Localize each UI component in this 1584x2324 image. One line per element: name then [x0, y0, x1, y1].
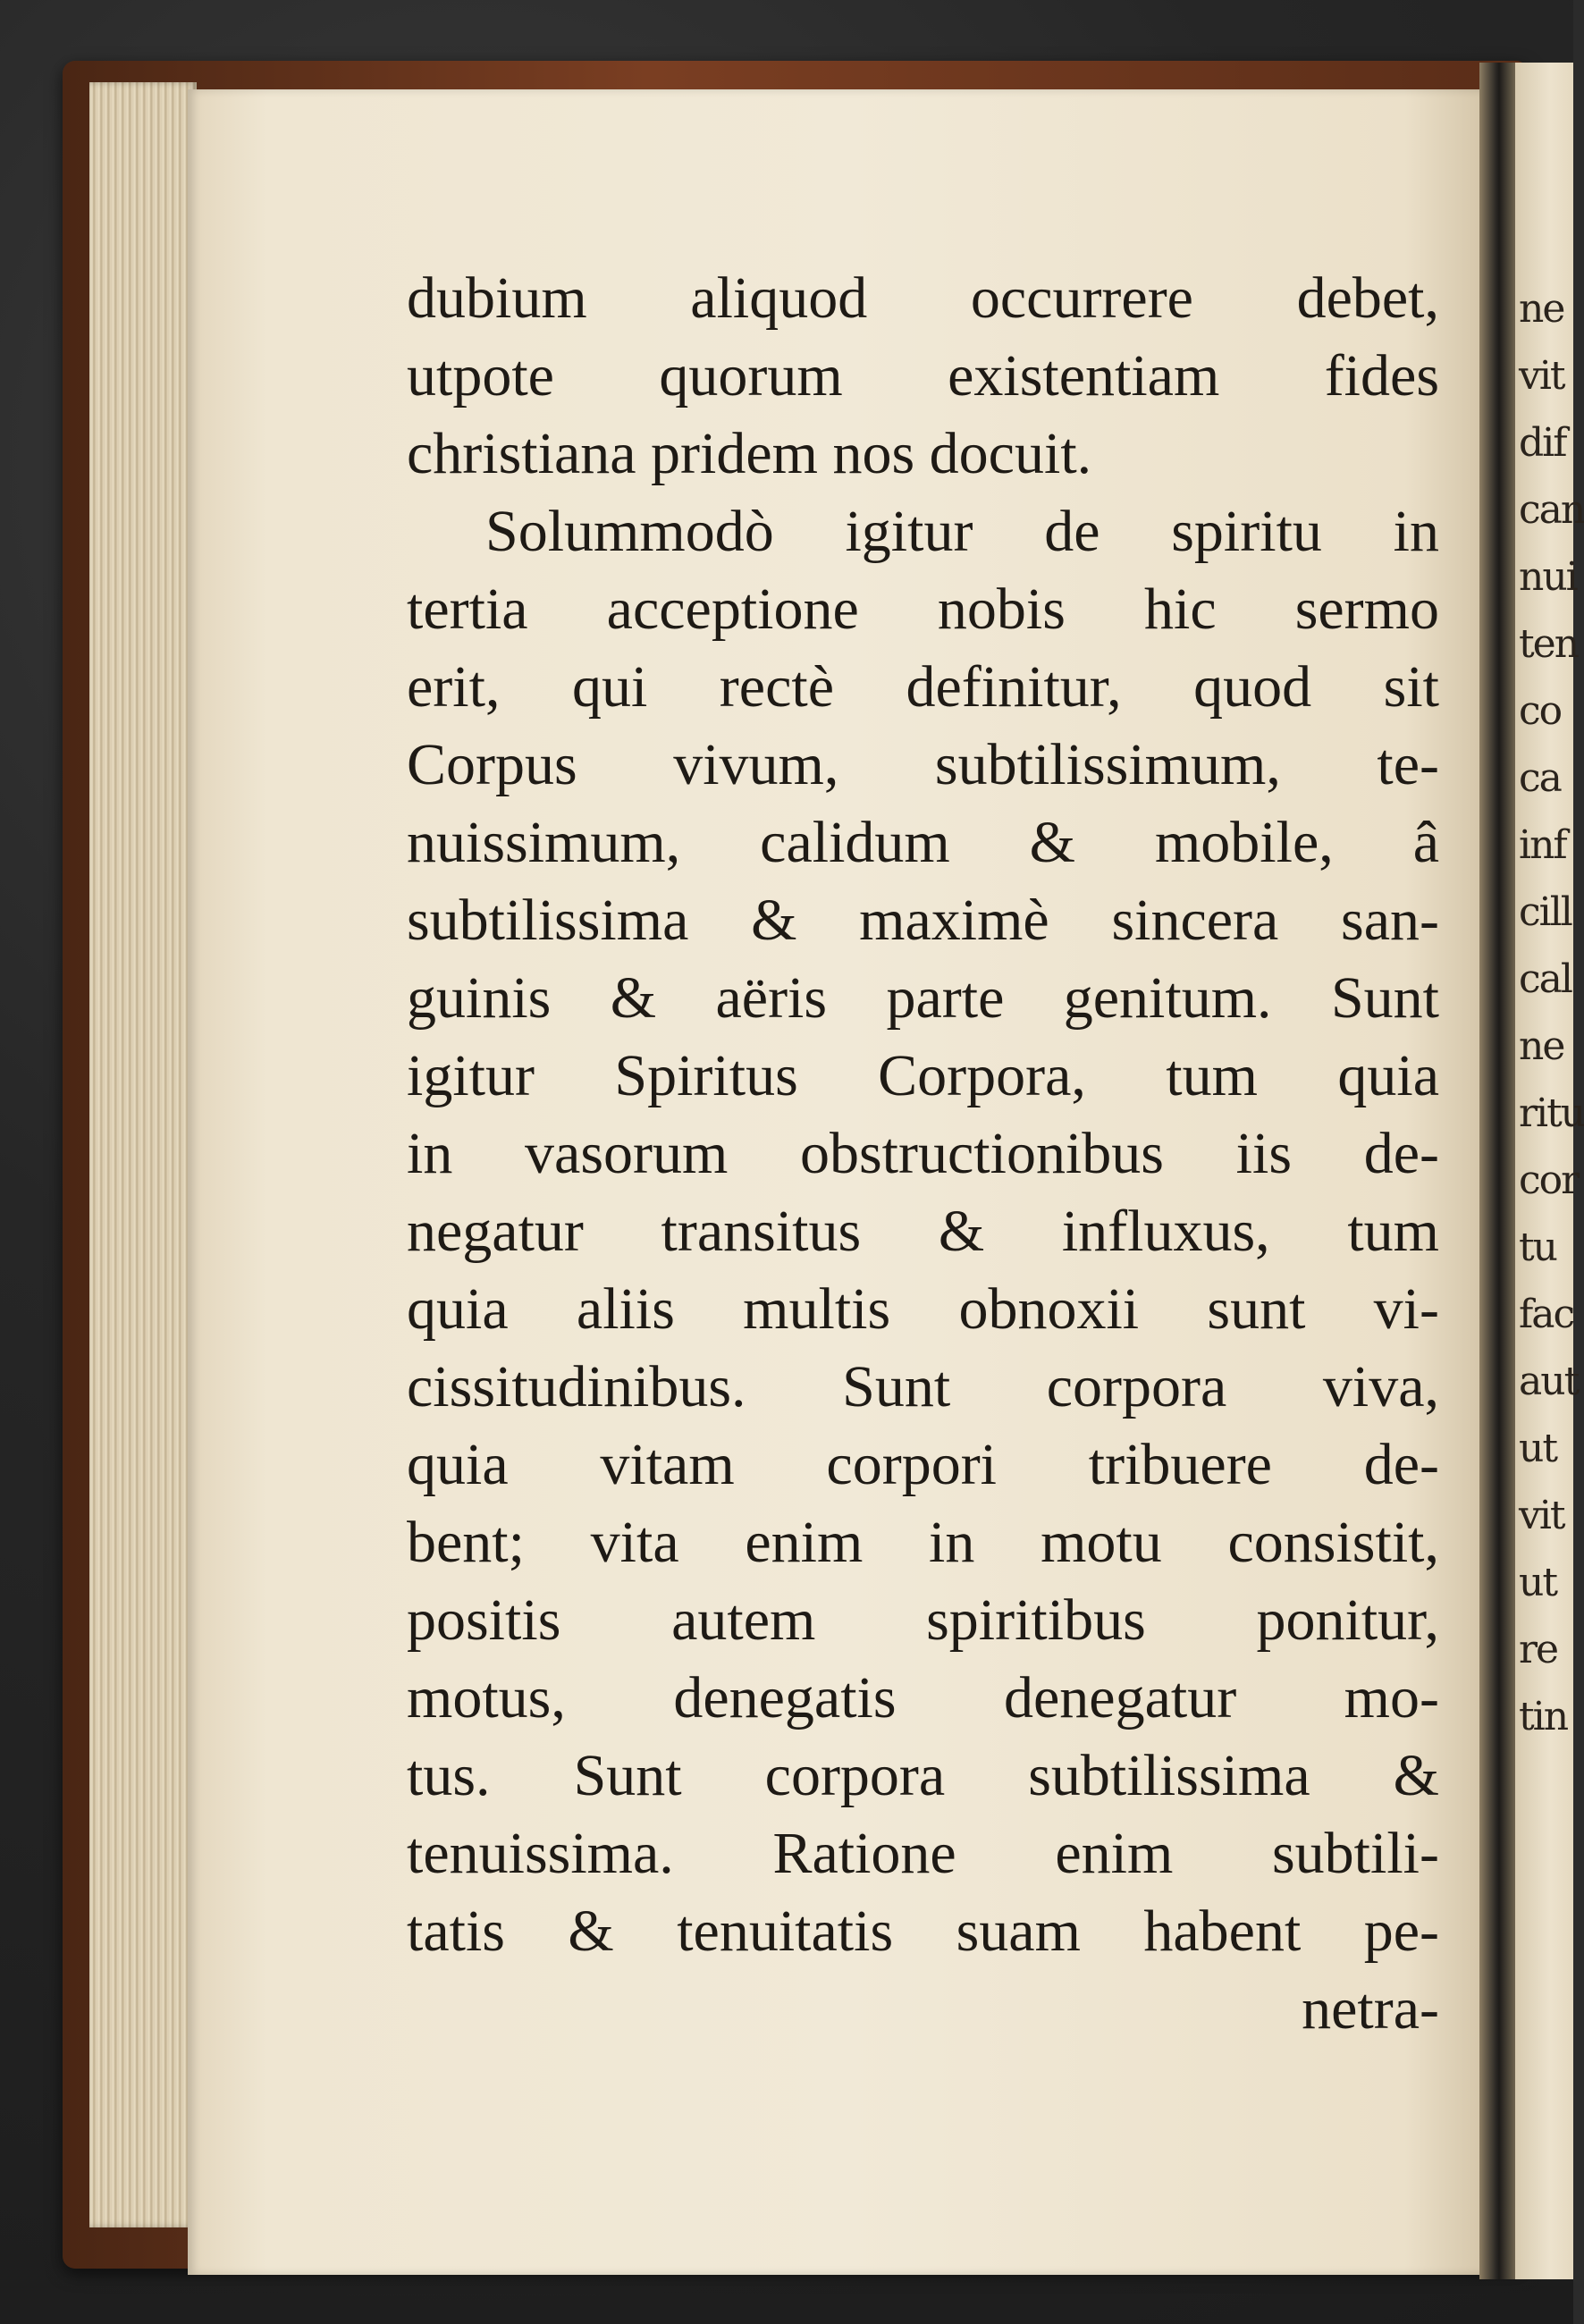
right-page-line: inf	[1519, 822, 1566, 868]
right-page-line: ne	[1519, 1023, 1564, 1069]
text-line: bent; vita enim in motu consistit,	[407, 1510, 1439, 1575]
right-page-line: ut	[1519, 1426, 1557, 1471]
text-line: netra-	[1302, 1976, 1439, 2042]
text-line: cissitudinibus. Sunt corpora viva,	[407, 1354, 1439, 1419]
text-line: Solummodò igitur de spiritu in	[485, 499, 1439, 564]
text-line: guinis & aëris parte genitum. Sunt	[407, 965, 1439, 1031]
text-line: tatis & tenuitatis suam habent pe-	[407, 1899, 1439, 1964]
right-page-line: ut	[1519, 1560, 1557, 1605]
text-line: nuissimum, calidum & mobile, â	[407, 810, 1439, 875]
right-page-line: can	[1519, 487, 1584, 533]
page-text	[407, 259, 1439, 2048]
book-gutter	[1479, 63, 1515, 2279]
text-line: positis autem spiritibus ponitur,	[407, 1587, 1439, 1653]
right-page-line: ritu	[1519, 1090, 1584, 1136]
right-page-line: dif	[1519, 420, 1566, 466]
text-line: tenuissima. Ratione enim subtili-	[407, 1821, 1439, 1886]
page-edges	[89, 82, 197, 2227]
text-line: Corpus vivum, subtilissimum, te-	[407, 732, 1439, 797]
right-page-line: nui	[1519, 554, 1577, 600]
right-page-line: ne	[1519, 286, 1564, 332]
right-page-line: vit	[1519, 1493, 1564, 1538]
text-line: negatur transitus & influxus, tum	[407, 1199, 1439, 1264]
text-line: dubium aliquod occurrere debet,	[407, 265, 1439, 331]
text-line: tertia acceptione nobis hic sermo	[407, 577, 1439, 642]
right-page-line: co	[1519, 688, 1562, 734]
text-line: utpote quorum existentiam fides	[407, 343, 1439, 408]
right-page-line: ten	[1519, 621, 1579, 667]
right-page-line: cor	[1519, 1158, 1579, 1203]
text-line: igitur Spiritus Corpora, tum quia	[407, 1043, 1439, 1108]
right-page-line: aut	[1519, 1359, 1579, 1404]
text-line: erit, qui rectè definitur, quod sit	[407, 654, 1439, 720]
text-line: tus. Sunt corpora subtilissima &	[407, 1743, 1439, 1808]
text-line: quia vitam corpori tribuere de-	[407, 1432, 1439, 1497]
text-line: motus, denegatis denegatur mo-	[407, 1665, 1439, 1730]
text-line: subtilissima & maximè sincera san-	[407, 888, 1439, 953]
right-page-line: cal	[1519, 956, 1571, 1002]
right-page-line: fac	[1519, 1292, 1574, 1337]
right-page-line: ca	[1519, 755, 1561, 801]
right-page-line: tin	[1519, 1694, 1568, 1739]
right-page-line: tu	[1519, 1225, 1557, 1270]
text-line: quia aliis multis obnoxii sunt vi-	[407, 1276, 1439, 1342]
right-page-line: re	[1519, 1627, 1558, 1672]
right-page-line: cill	[1519, 889, 1571, 935]
text-line: christiana pridem nos docuit.	[407, 421, 1092, 486]
right-page-line: vit	[1519, 353, 1564, 399]
right-page-fragment	[1515, 63, 1584, 2279]
text-line: in vasorum obstructionibus iis de-	[407, 1121, 1439, 1186]
